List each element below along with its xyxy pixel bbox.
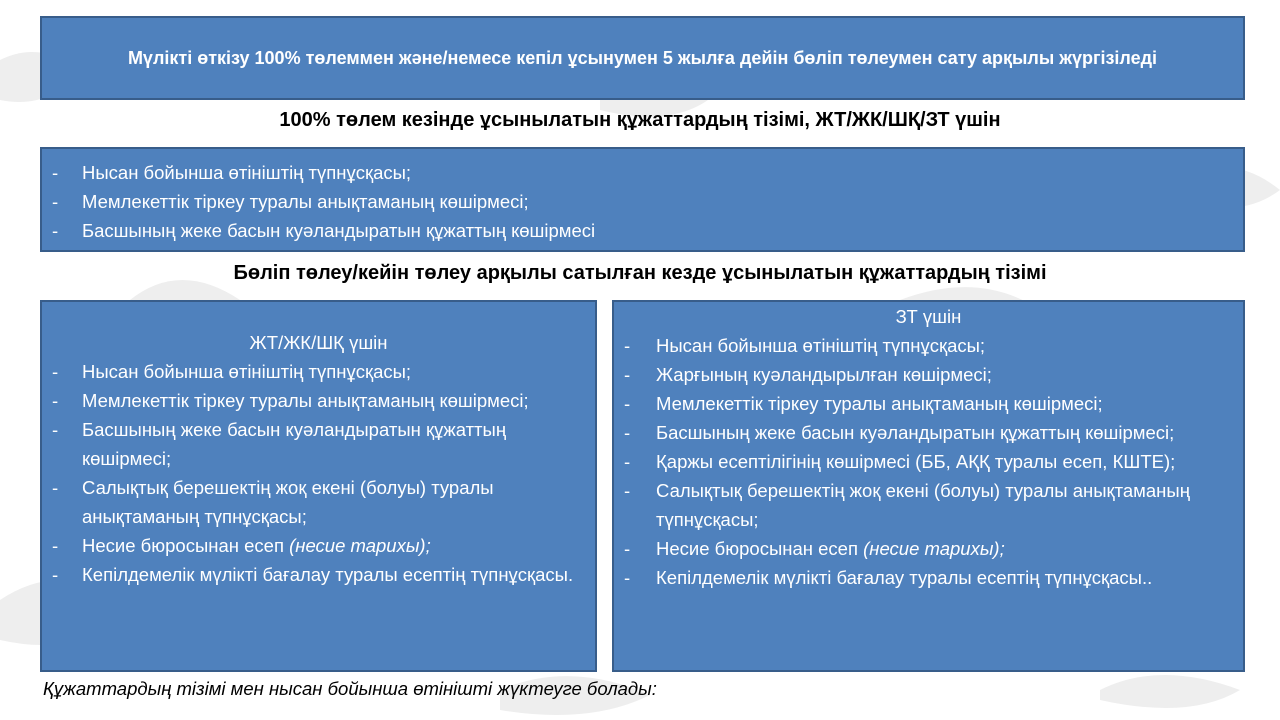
individual-docs-list	[42, 357, 595, 589]
column-title: ЖТ/ЖК/ШҚ үшін	[249, 332, 388, 353]
bullet-dash: -	[624, 567, 631, 588]
page-title: Мүлікті өткізу 100% төлеммен және/немесе кепіл ұсынумен 5 жылға дейін бөліп төлеумен сату арқылы жүргізіледі	[127, 47, 1158, 68]
title-banner	[40, 16, 1245, 100]
credit-history-note: (несие тарихы);	[289, 535, 431, 556]
bullet-dash: -	[52, 191, 59, 212]
column-title: ЗТ үшін	[895, 306, 962, 327]
list-item: - Мемлекеттік тіркеу туралы анықтаманың көшірмесі;	[42, 386, 595, 415]
bullet-dash: -	[52, 535, 59, 556]
bullet-dash: -	[52, 390, 59, 411]
list-item: - Кепілдемелік мүлікті бағалау туралы есептің түпнұсқасы..	[614, 563, 1243, 592]
list-item: - Басшының жеке басын куәландыратын құжаттың көшірмесі;	[42, 415, 595, 473]
bullet-dash: -	[52, 162, 59, 183]
list-item: - Жарғының куәландырылған көшірмесі;	[614, 360, 1243, 389]
bullet-dash: -	[52, 220, 59, 241]
bullet-dash: -	[624, 364, 631, 385]
bullet-dash: -	[52, 361, 59, 382]
bullet-dash: -	[624, 538, 631, 559]
bullet-dash: -	[624, 422, 631, 443]
list-item: - Несие бюросынан есеп (несие тарихы);	[42, 531, 595, 560]
footnote: Құжаттардың тізімі мен нысан бойынша өтінішті жүктеуге болады:	[43, 678, 657, 699]
bullet-dash: -	[52, 564, 59, 585]
list-item: - Салықтық берешектің жоқ екені (болуы) туралы анықтаманың түпнұсқасы;	[614, 476, 1243, 534]
bullet-dash: -	[624, 393, 631, 414]
list-item: - Басшының жеке басын куәландыратын құжаттың көшірмесі	[42, 216, 1243, 245]
full-payment-docs-box	[40, 147, 1245, 252]
bullet-dash: -	[624, 480, 631, 501]
bullet-dash: -	[52, 419, 59, 440]
section1-heading: 100% төлем кезінде ұсынылатын құжаттардың тізімі, ЖТ/ЖК/ШҚ/ЗТ үшін	[279, 109, 1001, 131]
list-item: - Нысан бойынша өтініштің түпнұсқасы;	[42, 357, 595, 386]
individual-docs-box	[40, 300, 597, 672]
list-item: - Қаржы есептілігінің көшірмесі (ББ, АҚҚ туралы есеп, КШТЕ);	[614, 447, 1243, 476]
list-item: - Несие бюросынан есеп (несие тарихы);	[614, 534, 1243, 563]
list-item: - Мемлекеттік тіркеу туралы анықтаманың көшірмесі;	[614, 389, 1243, 418]
list-item: - Салықтық берешектің жоқ екені (болуы) туралы анықтаманың түпнұсқасы;	[42, 473, 595, 531]
bullet-dash: -	[52, 477, 59, 498]
list-item: - Нысан бойынша өтініштің түпнұсқасы;	[42, 158, 1243, 187]
legal-entity-docs-box	[612, 300, 1245, 672]
list-item: - Мемлекеттік тіркеу туралы анықтаманың көшірмесі;	[42, 187, 1243, 216]
list-item: - Нысан бойынша өтініштің түпнұсқасы;	[614, 331, 1243, 360]
legal-entity-docs-list	[614, 331, 1243, 592]
list-item: - Басшының жеке басын куәландыратын құжаттың көшірмесі;	[614, 418, 1243, 447]
section2-heading: Бөліп төлеу/кейін төлеу арқылы сатылған кезде ұсынылатын құжаттардың тізімі	[233, 262, 1047, 284]
full-payment-docs-list	[42, 158, 1243, 245]
bullet-dash: -	[624, 335, 631, 356]
bullet-dash: -	[624, 451, 631, 472]
list-item: - Кепілдемелік мүлікті бағалау туралы есептің түпнұсқасы.	[42, 560, 595, 589]
credit-history-note: (несие тарихы);	[863, 538, 1005, 559]
